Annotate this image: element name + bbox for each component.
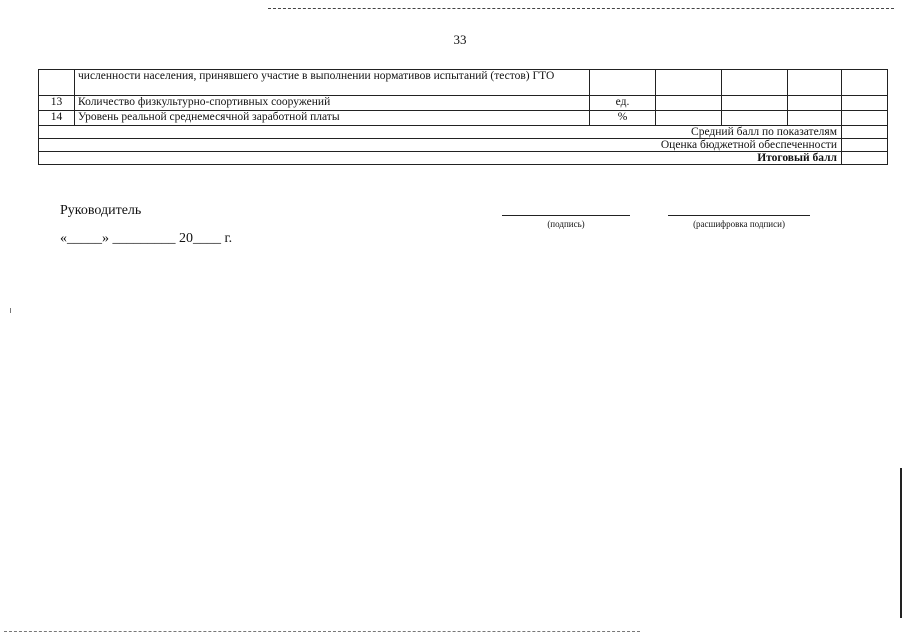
row-number-cell: 13 (39, 96, 75, 111)
signature-caption: (подпись) (547, 219, 585, 229)
score-cell (842, 111, 888, 126)
summary-row (39, 152, 888, 165)
unit-cell: ед. (590, 96, 656, 111)
value-cell (788, 96, 842, 111)
row-number-cell (39, 70, 75, 96)
name-decoding-line (668, 215, 810, 216)
indicator-name-cell: Количество физкультурно-спортивных сооружений (75, 96, 590, 111)
summary-score-cell (842, 126, 888, 139)
summary-label: Оценка бюджетной обеспеченности (39, 139, 842, 152)
value-cell (656, 111, 722, 126)
unit-cell (590, 70, 656, 96)
summary-row (39, 126, 888, 139)
score-cell (842, 96, 888, 111)
value-cell (722, 70, 788, 96)
signature-role-label: Руководитель (60, 203, 142, 218)
score-cell (842, 70, 888, 96)
summary-label: Средний балл по показателям (39, 126, 842, 139)
value-cell (722, 111, 788, 126)
table-row (39, 111, 888, 126)
table-row (39, 70, 888, 96)
scan-top-rule (268, 8, 894, 9)
page-number: 33 (453, 32, 467, 47)
scan-right-edge (900, 468, 902, 618)
value-cell (722, 96, 788, 111)
value-cell (656, 70, 722, 96)
score-table (38, 69, 888, 165)
scan-bottom-rule (4, 631, 640, 632)
table-row (39, 96, 888, 111)
value-cell (656, 96, 722, 111)
value-cell (788, 70, 842, 96)
indicator-name-cell: численности населения, принявшего участие в выполнении нормативов испытаний (тестов) ГТО (75, 70, 590, 96)
indicator-name-cell: Уровень реальной среднемесячной заработной платы (75, 111, 590, 126)
date-line: «_____» _________ 20____ г. (60, 231, 233, 246)
unit-cell: % (590, 111, 656, 126)
value-cell (788, 111, 842, 126)
summary-score-cell (842, 152, 888, 165)
row-number-cell: 14 (39, 111, 75, 126)
name-decoding-caption: (расшифровка подписи) (693, 219, 785, 229)
summary-label: Итоговый балл (39, 152, 842, 165)
signature-line (502, 215, 630, 216)
summary-score-cell (842, 139, 888, 152)
scan-stray-mark (10, 308, 11, 313)
score-table-body (39, 70, 888, 165)
summary-row (39, 139, 888, 152)
